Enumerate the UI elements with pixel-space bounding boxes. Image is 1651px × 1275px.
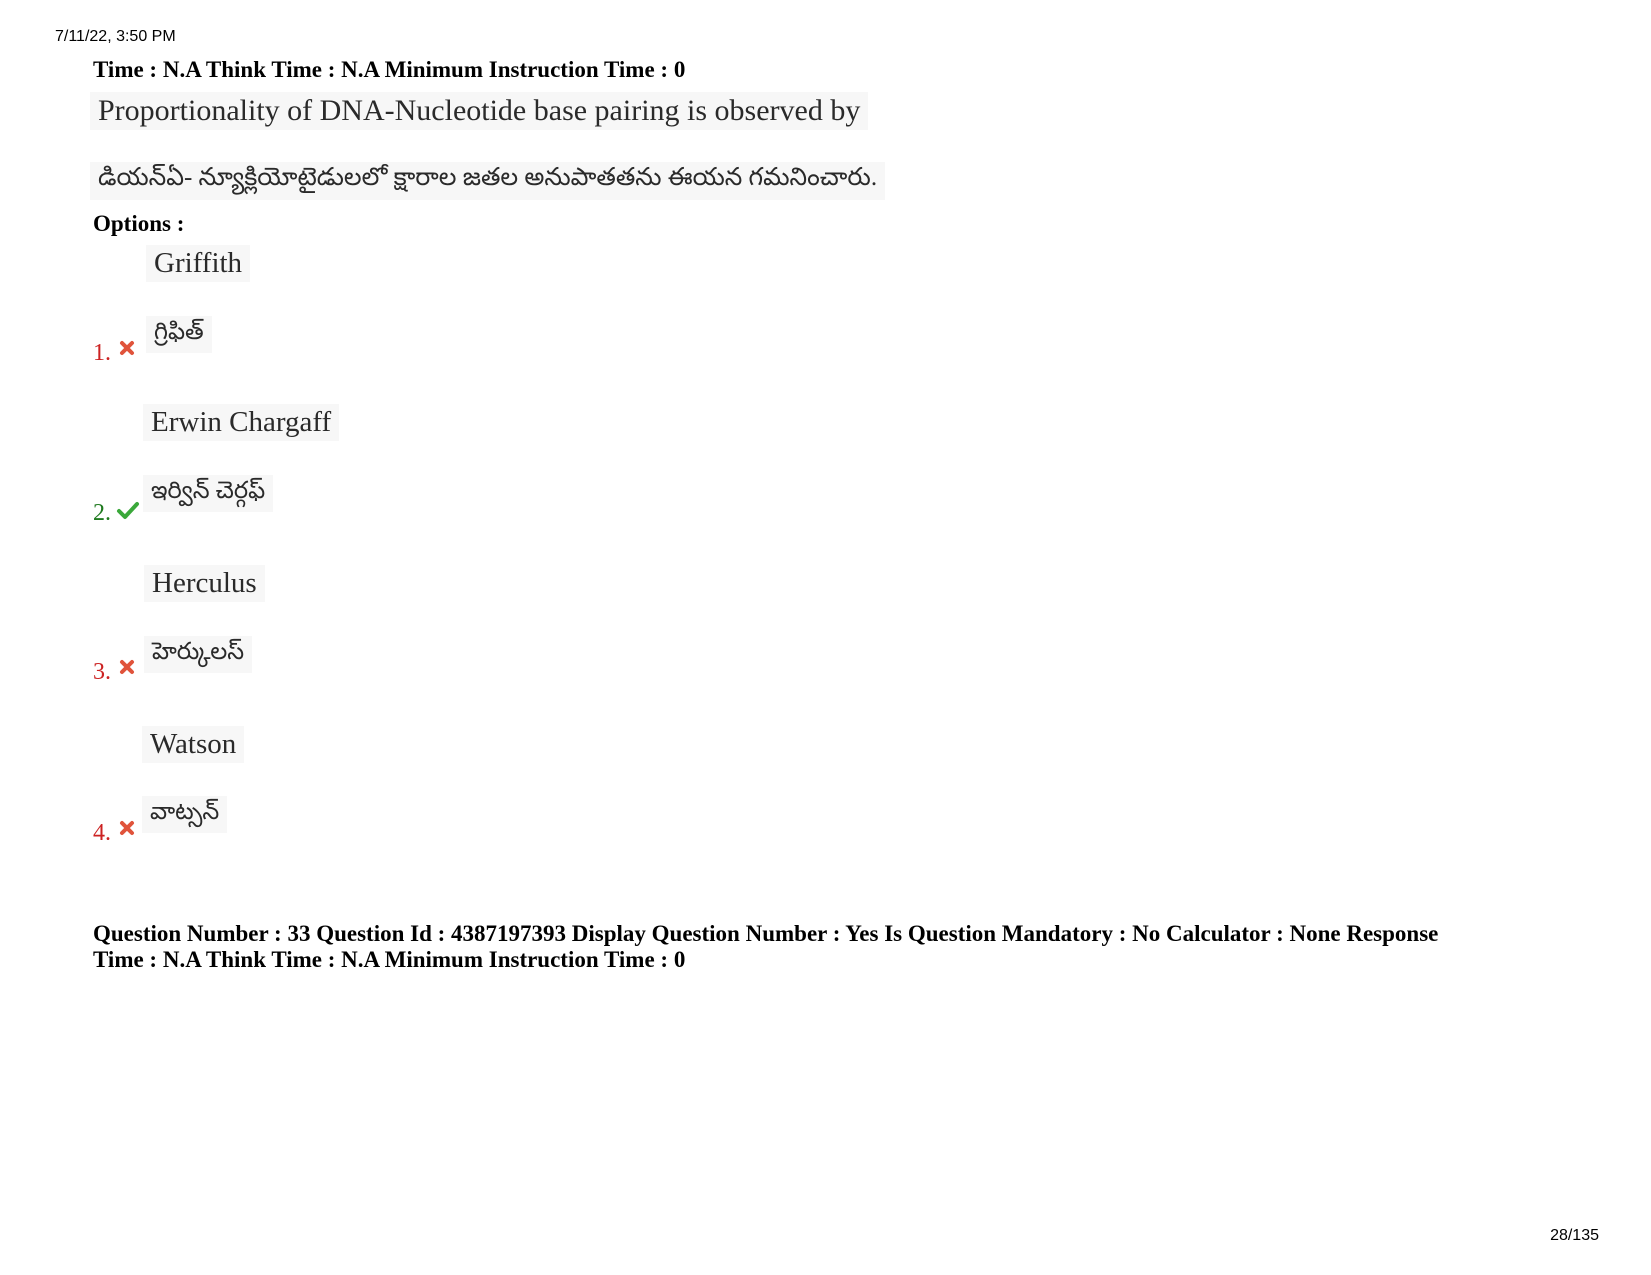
option-3-english: Herculus xyxy=(144,565,265,602)
options-label: Options : xyxy=(93,211,185,236)
option-1-number: 1. xyxy=(93,340,111,366)
option-4-english: Watson xyxy=(142,726,244,763)
question-telugu: డియన్ఏ- న్యూక్లియోటైడులలో క్షారాల జతల అనుపాతతను ఈయన గమనించారు. xyxy=(90,162,885,200)
time-info-line: Time : N.A Think Time : N.A Minimum Instruction Time : 0 xyxy=(93,57,686,82)
cross-icon xyxy=(119,659,139,679)
option-2-english: Erwin Chargaff xyxy=(143,404,339,441)
next-question-time-info: Time : N.A Think Time : N.A Minimum Instruction Time : 0 xyxy=(93,947,686,972)
cross-icon xyxy=(119,820,139,840)
option-1-telugu: గ్రిఫిత్ xyxy=(146,316,212,353)
next-question-info: Question Number : 33 Question Id : 4387197393 Display Question Number : Yes Is Question Mandatory : No Calculator : None Response xyxy=(93,921,1439,946)
cross-icon xyxy=(119,340,139,360)
option-1-english: Griffith xyxy=(146,245,250,282)
option-2-number: 2. xyxy=(93,500,111,526)
option-2-telugu: ఇర్విన్ చెర్గఫ్ xyxy=(143,475,273,512)
check-icon xyxy=(116,500,136,520)
question-english: Proportionality of DNA-Nucleotide base pairing is observed by xyxy=(90,92,868,130)
print-timestamp: 7/11/22, 3:50 PM xyxy=(55,28,176,45)
option-4-number: 4. xyxy=(93,820,111,846)
page-number: 28/135 xyxy=(1550,1227,1599,1244)
option-3-number: 3. xyxy=(93,659,111,685)
option-3-telugu: హెర్కులస్ xyxy=(144,636,252,673)
option-4-telugu: వాట్సన్ xyxy=(142,796,227,833)
